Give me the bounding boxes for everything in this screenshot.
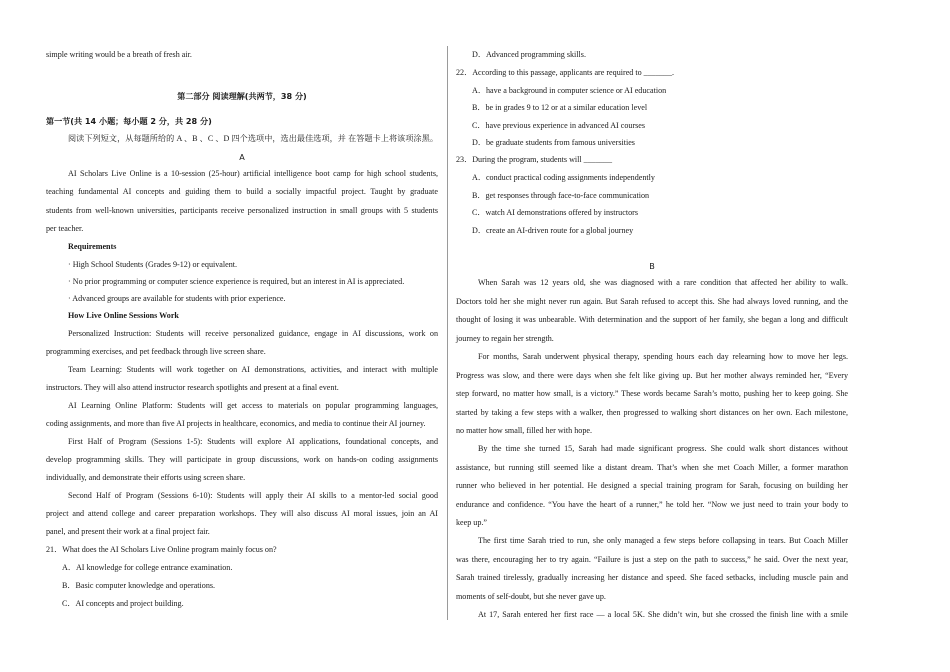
- requirement-item: · High School Students (Grades 9-12) or equivalent.: [68, 260, 238, 269]
- answer-option: C．watch AI demonstrations offered by instructors: [472, 208, 638, 217]
- answer-option: D．Advanced programming skills.: [472, 50, 586, 59]
- passage-b-line: Doctors told her she might never run again. But Sarah refused to accept this. She had always loved running, and the: [456, 297, 848, 306]
- answer-option: A．AI knowledge for college entrance examination.: [62, 563, 233, 572]
- passage-b-line: keep up.”: [456, 518, 488, 527]
- answer-option: C．have previous experience in advanced AI courses: [472, 121, 646, 130]
- passage-a-line: per teacher.: [46, 224, 84, 233]
- session-line: First Half of Program (Sessions 1-5): Students will explore AI applications, foundational concepts, and: [68, 437, 438, 446]
- answer-option: A．conduct practical coding assignments independently: [472, 173, 655, 182]
- session-line: project and attend college and career preparation workshops. They will also discuss AI moral issues, join an AI: [46, 509, 438, 518]
- passage-b-line: runner who believed in her potential. He designed a special training program for Sarah, focusing on building her: [456, 481, 848, 490]
- session-line: individually, and demonstrate their efforts using screen share.: [46, 473, 246, 482]
- passage-b-line: was there, encouraging her to try again. “Failure is just a step on the path to success,” he said. Over the next year,: [456, 555, 848, 564]
- passage-b-line: journey to regain her strength.: [456, 334, 554, 343]
- passage-b-line: Sarah trained tirelessly, gradually increasing her distance and speed. She faced setbacks, including muscle pain and: [456, 573, 848, 582]
- session-line: panel, and present their work at a final project fair.: [46, 527, 210, 536]
- passage-b-line: no matter how small, filled her with hope.: [456, 426, 592, 435]
- passage-a-line: teaching fundamental AI concepts and guiding them to build a socially impactful project. Taught by graduate: [46, 187, 438, 196]
- answer-option: A．have a background in computer science or AI education: [472, 86, 667, 95]
- passage-b-line: thought of losing it was unbearable. With determination and the support of her family, she began a long and difficult: [456, 315, 848, 324]
- question-22: 22．According to this passage, applicants are required to _______.: [456, 68, 675, 77]
- passage-b-line: The first time Sarah tried to run, she only managed a few steps before collapsing in tears. But Coach Miller: [478, 536, 848, 545]
- passage-b-line: step forward, no matter how small, is a victory.” These words became Sarah’s motto, pushing her to keep going. She: [456, 389, 848, 398]
- passage-b-label: B: [649, 261, 655, 271]
- passage-b-line: Progress was slow, and there were days when she felt like giving up. But her mother always reminded her, “Every: [456, 371, 848, 380]
- passage-a-label: A: [239, 152, 245, 162]
- part-title: 第二部分 阅读理解(共两节，38 分): [177, 91, 307, 101]
- session-line: coding assignments, and more than five AI projects in healthcare, economics, and media to continue their AI journey.: [46, 419, 426, 428]
- passage-b-line: assistance, but running still seemed like a distant dream. That’s when she met Coach Miller, a former marathon: [456, 463, 848, 472]
- intro-tail: simple writing would be a breath of fresh air.: [46, 50, 192, 59]
- sessions-heading: How Live Online Sessions Work: [68, 311, 179, 320]
- passage-b-line: moments of self-doubt, but she never gave up.: [456, 592, 606, 601]
- session-line: programming exercises, and pet feedback through live screen share.: [46, 347, 266, 356]
- passage-b-line: At 17, Sarah entered her first race — a local 5K. She didn’t win, but she crossed the finish line with a smile: [478, 610, 848, 619]
- session-line: Second Half of Program (Sessions 6-10): Students will apply their AI skills to a mentor-led social good: [68, 491, 438, 500]
- session-line: Personalized Instruction: Students will receive personalized guidance, engage in AI discussions, work on: [68, 329, 438, 338]
- question-21: 21．What does the AI Scholars Live Online program mainly focus on?: [46, 545, 277, 554]
- passage-b-line: By the time she turned 15, Sarah had made significant progress. She could walk short distances without: [478, 444, 848, 453]
- requirements-heading: Requirements: [68, 242, 117, 251]
- column-divider: [447, 46, 448, 620]
- passage-b-line: started by taking a few steps with a walker, then progressed to walking short distances on her own. Each milestone,: [456, 408, 848, 417]
- answer-option: D．be graduate students from famous universities: [472, 138, 635, 147]
- instructions: 阅读下列短文，从每题所给的 A 、B 、C 、D 四个选项中，选出最佳选项，并 在答题卡上将该项涂黑。: [68, 134, 438, 143]
- question-23: 23．During the program, students will _______: [456, 155, 613, 164]
- answer-option: B．Basic computer knowledge and operations.: [62, 581, 216, 590]
- section-title: 第一节(共 14 小题；每小题 2 分，共 28 分): [46, 116, 212, 126]
- passage-a-line: students from well-known universities, participants receive personalized instruction in small groups with 5 students: [46, 206, 438, 215]
- passage-b-line: endurance and confidence. “You have the heart of a runner,” he told her. “Now we just need to train your body to: [456, 500, 848, 509]
- passage-a-line: AI Scholars Live Online is a 10-session (25-hour) artificial intelligence boot camp for high school students,: [68, 169, 438, 178]
- session-line: AI Learning Online Platform: Students will get access to materials on popular programming languages,: [68, 401, 438, 410]
- answer-option: D．create an AI-driven route for a global journey: [472, 226, 634, 235]
- passage-b-line: For months, Sarah underwent physical therapy, spending hours each day relearning how to move her legs.: [478, 352, 848, 361]
- requirement-item: · No prior programming or computer science experience is required, but an interest in AI is appreciated.: [68, 277, 405, 286]
- session-line: instructors. They will also attend instructor research spotlights and present at a final event.: [46, 383, 339, 392]
- passage-b-line: When Sarah was 12 years old, she was diagnosed with a rare condition that affected her ability to walk.: [478, 278, 848, 287]
- session-line: develop programming skills. They will participate in group discussions, work on hands-on coding assignments: [46, 455, 438, 464]
- answer-option: B．be in grades 9 to 12 or at a similar education level: [472, 103, 648, 112]
- requirement-item: · Advanced groups are available for students with prior experience.: [68, 294, 286, 303]
- answer-option: B．get responses through face-to-face communication: [472, 191, 650, 200]
- session-line: Team Learning: Students will work together on AI demonstrations, activities, and interact with multiple: [68, 365, 438, 374]
- answer-option: C．AI concepts and project building.: [62, 599, 184, 608]
